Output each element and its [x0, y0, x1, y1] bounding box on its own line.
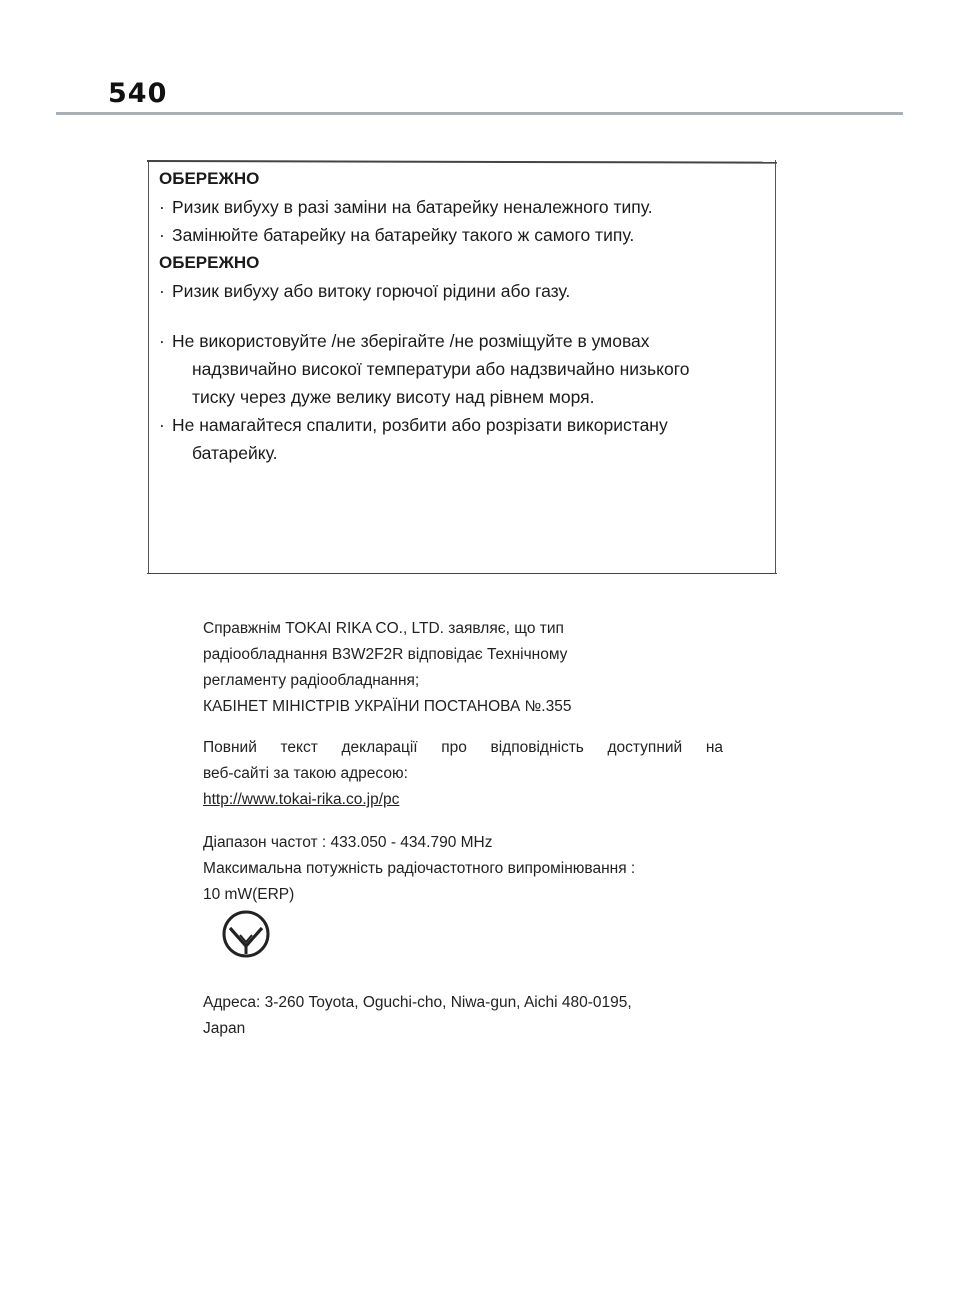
warning-item	[159, 327, 769, 411]
warning-item	[159, 411, 769, 467]
declaration-line: КАБІНЕТ МІНІСТРІВ УКРАЇНИ ПОСТАНОВА №.355	[203, 698, 572, 715]
warning-box	[148, 160, 776, 574]
warning-content	[159, 165, 769, 467]
warning-item-text: Не використовуйте /не зберігайте /не розміщуйте в умовах	[172, 331, 650, 351]
header-rule	[56, 112, 903, 115]
fulltext-line: Повний текст декларації про відповідність доступний на	[203, 739, 723, 756]
warning-item	[159, 221, 769, 249]
warning-item-text: надзвичайно високої температури або надзвичайно низького	[192, 359, 690, 379]
warning-item-text: Не намагайтеся спалити, розбити або розрізати використану	[172, 415, 668, 435]
bullet: ·	[159, 331, 165, 351]
address-line: Адреса: 3-260 Toyota, Oguchi-cho, Niwa-gun, Aichi 480-0195,	[203, 994, 632, 1011]
warning-box-bottom-border	[147, 573, 777, 575]
ukrainian-conformity-mark-icon	[220, 908, 272, 960]
declaration-line: регламенту радіообладнання;	[203, 672, 420, 689]
page-number: 540	[108, 78, 168, 109]
fulltext-block	[203, 735, 723, 813]
declaration-line: радіообладнання B3W2F2R відповідає Технічному	[203, 646, 568, 663]
address-line: Japan	[203, 1020, 246, 1037]
warning-item	[159, 193, 769, 221]
max-power-value: 10 mW(ERP)	[203, 886, 295, 903]
warning-item	[159, 277, 769, 305]
bullet: ·	[159, 197, 165, 217]
bullet: ·	[159, 225, 165, 245]
warning-heading: ОБЕРЕЖНО	[159, 253, 260, 272]
max-power-label: Максимальна потужність радіочастотного випромінювання :	[203, 860, 636, 877]
warning-item-text: Замінюйте батарейку на батарейку такого ж самого типу.	[172, 225, 635, 245]
frequency-range: Діапазон частот : 433.050 - 434.790 MHz	[203, 834, 493, 851]
warning-item-text: Ризик вибуху або витоку горючої рідини або газу.	[172, 281, 571, 301]
bullet: ·	[159, 281, 165, 301]
declaration-url-link[interactable]: http://www.tokai-rika.co.jp/pc	[203, 791, 400, 808]
specs-block	[203, 830, 723, 908]
bullet: ·	[159, 415, 165, 435]
address-block	[203, 990, 723, 1042]
declaration-block	[203, 616, 723, 720]
warning-item-text: тиску через дуже велику висоту над рівнем моря.	[192, 387, 595, 407]
declaration-line: Справжнім TOKAI RIKA CO., LTD. заявляє, що тип	[203, 620, 564, 637]
warning-item-text: Ризик вибуху в разі заміни на батарейку неналежного типу.	[172, 197, 653, 217]
warning-item-text: батарейку.	[192, 443, 278, 463]
fulltext-line: веб-сайті за такою адресою:	[203, 765, 408, 782]
warning-box-top-border	[147, 160, 777, 163]
warning-heading: ОБЕРЕЖНО	[159, 169, 260, 188]
